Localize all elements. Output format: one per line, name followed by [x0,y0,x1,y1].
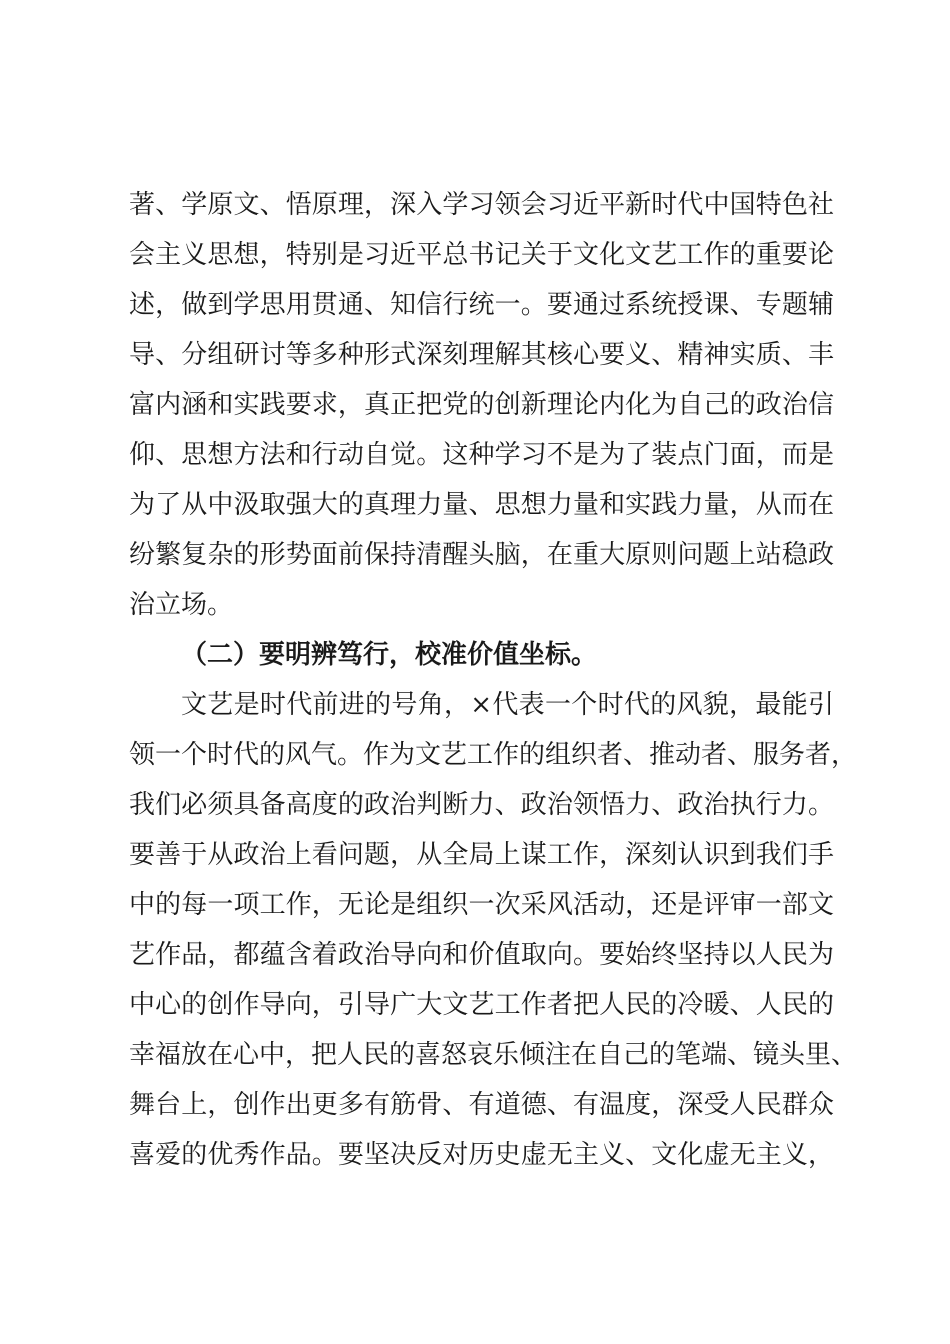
text-line: 治立场。 [129,590,234,620]
text-line: 喜爱的优秀作品。要坚决反对历史虚无主义、文化虚无主义， [129,1140,834,1170]
text-line: 述，做到学思用贯通、知信行统一。要通过系统授课、专题辅 [129,290,834,320]
paragraph-1 [129,180,834,630]
text-line: 要善于从政治上看问题，从全局上谋工作，深刻认识到我们手 [129,840,834,870]
text-line: 导、分组研讨等多种形式深刻理解其核心要义、精神实质、丰 [129,340,834,370]
section-2 [129,630,858,1180]
text-line: 幸福放在心中，把人民的喜怒哀乐倾注在自己的笔端、镜头里、 [129,1040,858,1070]
text-line: 领一个时代的风气。作为文艺工作的组织者、推动者、服务者， [129,740,858,770]
text-line: 中的每一项工作，无论是组织一次采风活动，还是评审一部文 [129,890,834,920]
text-line: 中心的创作导向，引导广大文艺工作者把人民的冷暖、人民的 [129,990,834,1020]
text-line: 舞台上，创作出更多有筋骨、有道德、有温度，深受人民群众 [129,1090,834,1120]
text-line: 为了从中汲取强大的真理力量、思想力量和实践力量，从而在 [129,490,834,520]
text-line: 文艺是时代前进的号角，×代表一个时代的风貌，最能引 [181,690,834,720]
text-line: 著、学原文、悟原理，深入学习领会习近平新时代中国特色社 [129,190,834,220]
text-line: 富内涵和实践要求，真正把党的创新理论内化为自己的政治信 [129,390,834,420]
section-heading: （二）要明辨笃行，校准价值坐标。 [181,640,598,670]
text-line: 纷繁复杂的形势面前保持清醒头脑，在重大原则问题上站稳政 [129,540,834,570]
text-line: 我们必须具备高度的政治判断力、政治领悟力、政治执行力。 [129,790,834,820]
text-line: 会主义思想，特别是习近平总书记关于文化文艺工作的重要论 [129,240,834,270]
text-line: 仰、思想方法和行动自觉。这种学习不是为了装点门面，而是 [129,440,834,470]
text-line: 艺作品，都蕴含着政治导向和价值取向。要始终坚持以人民为 [129,940,834,970]
